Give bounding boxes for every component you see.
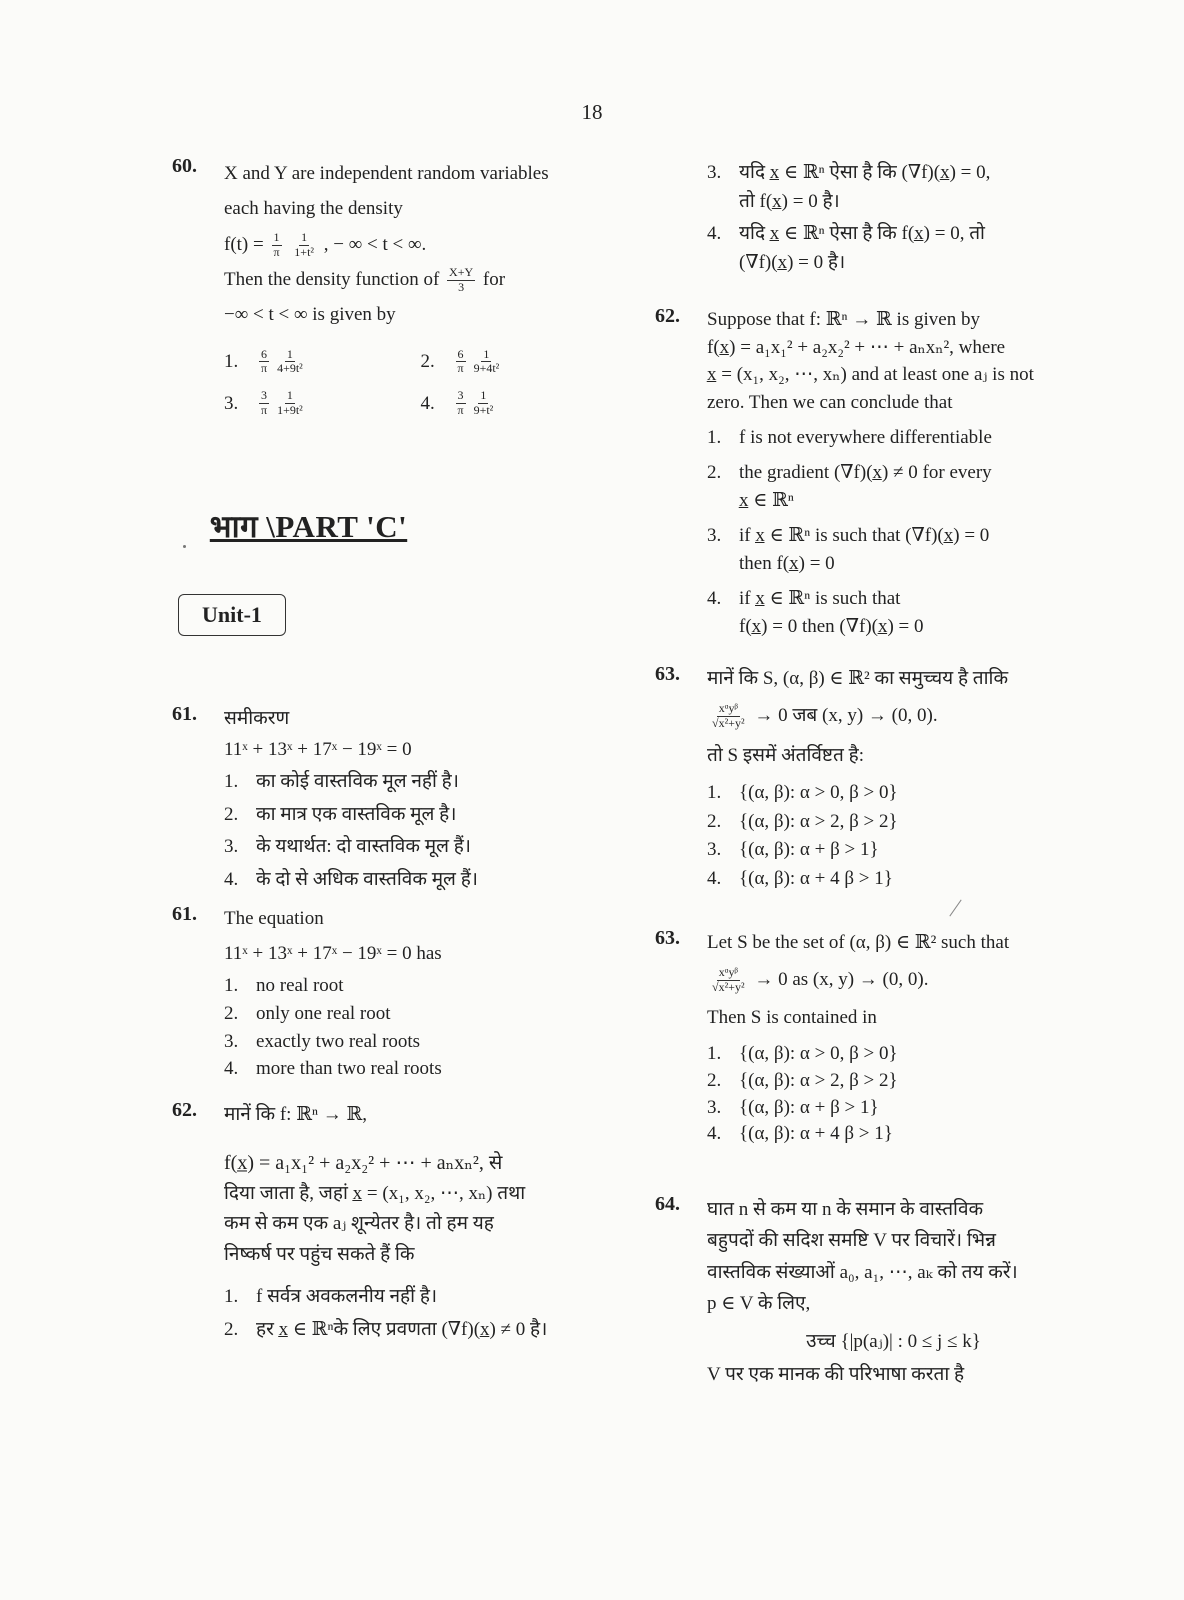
question-text: Then the density function of $\frac{X+Y}{3}$ for xyxy=(224,265,506,294)
question-text: समीकरण xyxy=(224,708,290,729)
question-61-hindi xyxy=(172,703,617,898)
question-number: 61. xyxy=(172,703,197,725)
answer-option[interactable]: 4. more than two real roots xyxy=(224,1058,442,1080)
answer-option[interactable]: 4. if x̲ ∈ ℝⁿ is such that f(x̲) = 0 then (∇f)(x̲) = 0 xyxy=(707,588,924,637)
question-62-english xyxy=(655,305,1080,648)
question-text: मानें कि S, (α, β) ∈ ℝ² का समुच्चय है ताकि xyxy=(707,668,1009,689)
question-number: 60. xyxy=(172,155,197,177)
answer-option[interactable]: 3. {(α, β): α + β > 1} xyxy=(707,839,879,861)
answer-option[interactable]: 2. हर x̲ ∈ ℝⁿके लिए प्रवणता (∇f)(x̲) ≠ 0 है। xyxy=(224,1318,548,1340)
answer-option[interactable]: 1. {(α, β): α > 0, β > 0} xyxy=(707,781,898,803)
norm-definition: उच्च {|p(aⱼ)| : 0 ≤ j ≤ k} xyxy=(806,1330,981,1352)
answer-option[interactable]: 4. {(α, β): α + 4 β > 1} xyxy=(707,1123,893,1145)
answer-option[interactable]: 1. f is not everywhere differentiable xyxy=(707,426,992,448)
answer-option[interactable]: 2. {(α, β): α > 2, β > 2} xyxy=(707,810,898,832)
answer-option[interactable]: 4. के दो से अधिक वास्तविक मूल हैं। xyxy=(224,868,478,890)
question-number: 62. xyxy=(172,1099,197,1121)
answer-option[interactable]: 1. no real root xyxy=(224,975,344,996)
fraction: $\frac{X+Y}{3}$ xyxy=(449,265,474,294)
answer-option[interactable]: 2. the gradient (∇f)(x̲) ≠ 0 for every x̲ ∈ ℝⁿ xyxy=(707,462,992,511)
question-60 xyxy=(172,155,617,420)
question-text: f(x̲) = a₁x₁² + a₂x₂² + ⋯ + aₙxₙ², से xyxy=(224,1151,503,1174)
answer-option[interactable]: 1. {(α, β): α > 0, β > 0} xyxy=(707,1042,898,1064)
limit-condition: $\frac{\text{xᵅyᵝ}}{\text{√x²+y²}}$ → 0 as (x, y) → (0, 0). xyxy=(712,964,929,994)
density-formula: f(t) = $\frac{1}{\pi}$ $\frac{1}{\text{1+t²}}$ , − ∞ < t < ∞. xyxy=(224,229,427,259)
question-61-english xyxy=(172,903,617,1085)
question-text: Let S be the set of (α, β) ∈ ℝ² such that xyxy=(707,932,1010,953)
question-text: दिया जाता है, जहां x̲ = (x₁, x₂, ⋯, xₙ) तथा xyxy=(224,1182,526,1204)
scan-speck xyxy=(183,545,186,548)
question-text: zero. Then we can conclude that xyxy=(707,391,953,413)
question-number: 63. xyxy=(655,663,680,685)
question-text: घात n से कम या n के समान के वास्तविक xyxy=(707,1199,984,1220)
answer-options xyxy=(224,345,617,420)
answer-option[interactable]: 2. $\frac{6}{\pi}$ $\frac{1}{\text{9+4t²}}$ xyxy=(420,346,500,376)
question-62-hindi-continued xyxy=(707,159,1080,277)
question-number: 63. xyxy=(655,927,680,949)
question-text: The equation xyxy=(224,908,324,929)
question-text: निष्कर्ष पर पहुंच सकते हैं कि xyxy=(224,1243,415,1265)
question-text: f(x̲) = a₁x₁² + a₂x₂² + ⋯ + aₙxₙ², where xyxy=(707,336,1006,358)
answer-option[interactable]: 2. का मात्र एक वास्तविक मूल है। xyxy=(224,803,457,825)
answer-option[interactable]: 3. if x̲ ∈ ℝⁿ is such that (∇f)(x̲) = 0 then f(x̲) = 0 xyxy=(707,525,990,574)
question-text: X and Y are independent random variables xyxy=(224,163,549,184)
question-63-english xyxy=(655,927,1080,1150)
answer-option[interactable]: 1. का कोई वास्तविक मूल नहीं है। xyxy=(224,771,459,792)
question-text: Suppose that f: ℝⁿ → ℝ is given by xyxy=(707,309,980,330)
answer-option[interactable]: 1. $\frac{6}{\pi}$ $\frac{1}{\text{4+9t²}}$ xyxy=(224,346,303,376)
question-text: बहुपदों की सदिश समष्टि V पर विचारें। भिन्न xyxy=(707,1230,996,1252)
answer-option[interactable]: 2. only one real root xyxy=(224,1002,391,1024)
question-62-hindi xyxy=(172,1099,617,1348)
question-text: मानें कि f: ℝⁿ → ℝ, xyxy=(224,1104,368,1125)
answer-option[interactable]: 3. यदि x̲ ∈ ℝⁿ ऐसा है कि (∇f)(x̲) = 0, तो f(x̲) = 0 है। xyxy=(707,162,991,212)
question-text: V पर एक मानक की परिभाषा करता है xyxy=(707,1364,965,1386)
question-number: 61. xyxy=(172,903,197,925)
answer-option[interactable]: 3. {(α, β): α + β > 1} xyxy=(707,1096,879,1118)
question-text: तो S इसमें अंतर्विष्टत है: xyxy=(707,745,864,767)
part-heading: भाग \PART 'C' xyxy=(209,509,408,544)
question-text: कम से कम एक aⱼ शून्येतर है। तो हम यह xyxy=(224,1213,494,1234)
answer-option[interactable]: 4. $\frac{3}{\pi}$ $\frac{1}{\text{9+t²}}$ xyxy=(420,387,494,417)
limit-condition: $\frac{\text{xᵅyᵝ}}{\text{√x²+y²}}$ → 0 जब (x, y) → (0, 0). xyxy=(712,700,938,730)
right-column xyxy=(655,155,1080,1386)
fraction: $\frac{1}{\text{1+t²}}$ xyxy=(294,229,314,259)
equation: 11ˣ + 13ˣ + 17ˣ − 19ˣ = 0 has xyxy=(224,942,442,964)
question-text: x̲ = (x₁, x₂, ⋯, xₙ) and at least one aⱼ is not xyxy=(707,364,1034,386)
page-number: 18 xyxy=(581,100,603,124)
answer-option[interactable]: 4. यदि x̲ ∈ ℝⁿ ऐसा है कि f(x̲) = 0, तो (∇f)(x̲) = 0 है। xyxy=(707,223,985,273)
answer-option[interactable]: 4. {(α, β): α + 4 β > 1} xyxy=(707,868,893,889)
question-text: each having the density xyxy=(224,198,403,220)
fraction: $\frac{1}{\pi}$ xyxy=(273,229,280,259)
question-text: p ∈ V के लिए, xyxy=(707,1293,811,1315)
question-text: वास्तविक संख्याओं a₀, a₁, ⋯, aₖ को तय करें। xyxy=(707,1261,1018,1283)
question-64-hindi xyxy=(655,1193,1080,1392)
question-number: 64. xyxy=(655,1193,680,1215)
answer-option[interactable]: 3. $\frac{3}{\pi}$ $\frac{1}{\text{1+9t²}}$ xyxy=(224,387,303,417)
answer-option[interactable]: 1. f सर्वत्र अवकलनीय नहीं है। xyxy=(224,1286,438,1307)
stray-pen-mark xyxy=(949,900,961,917)
answer-option[interactable]: 3. के यथार्थत: दो वास्तविक मूल हैं। xyxy=(224,836,472,857)
answer-option[interactable]: 3. exactly two real roots xyxy=(224,1030,421,1052)
unit-label: Unit-1 xyxy=(178,594,286,636)
question-text: −∞ < t < ∞ is given by xyxy=(224,304,396,325)
question-text: Then S is contained in xyxy=(707,1007,877,1029)
question-63-hindi xyxy=(655,663,1080,896)
answer-option[interactable]: 2. {(α, β): α > 2, β > 2} xyxy=(707,1069,898,1091)
question-number: 62. xyxy=(655,305,680,327)
equation: 11ˣ + 13ˣ + 17ˣ − 19ˣ = 0 xyxy=(224,738,412,760)
